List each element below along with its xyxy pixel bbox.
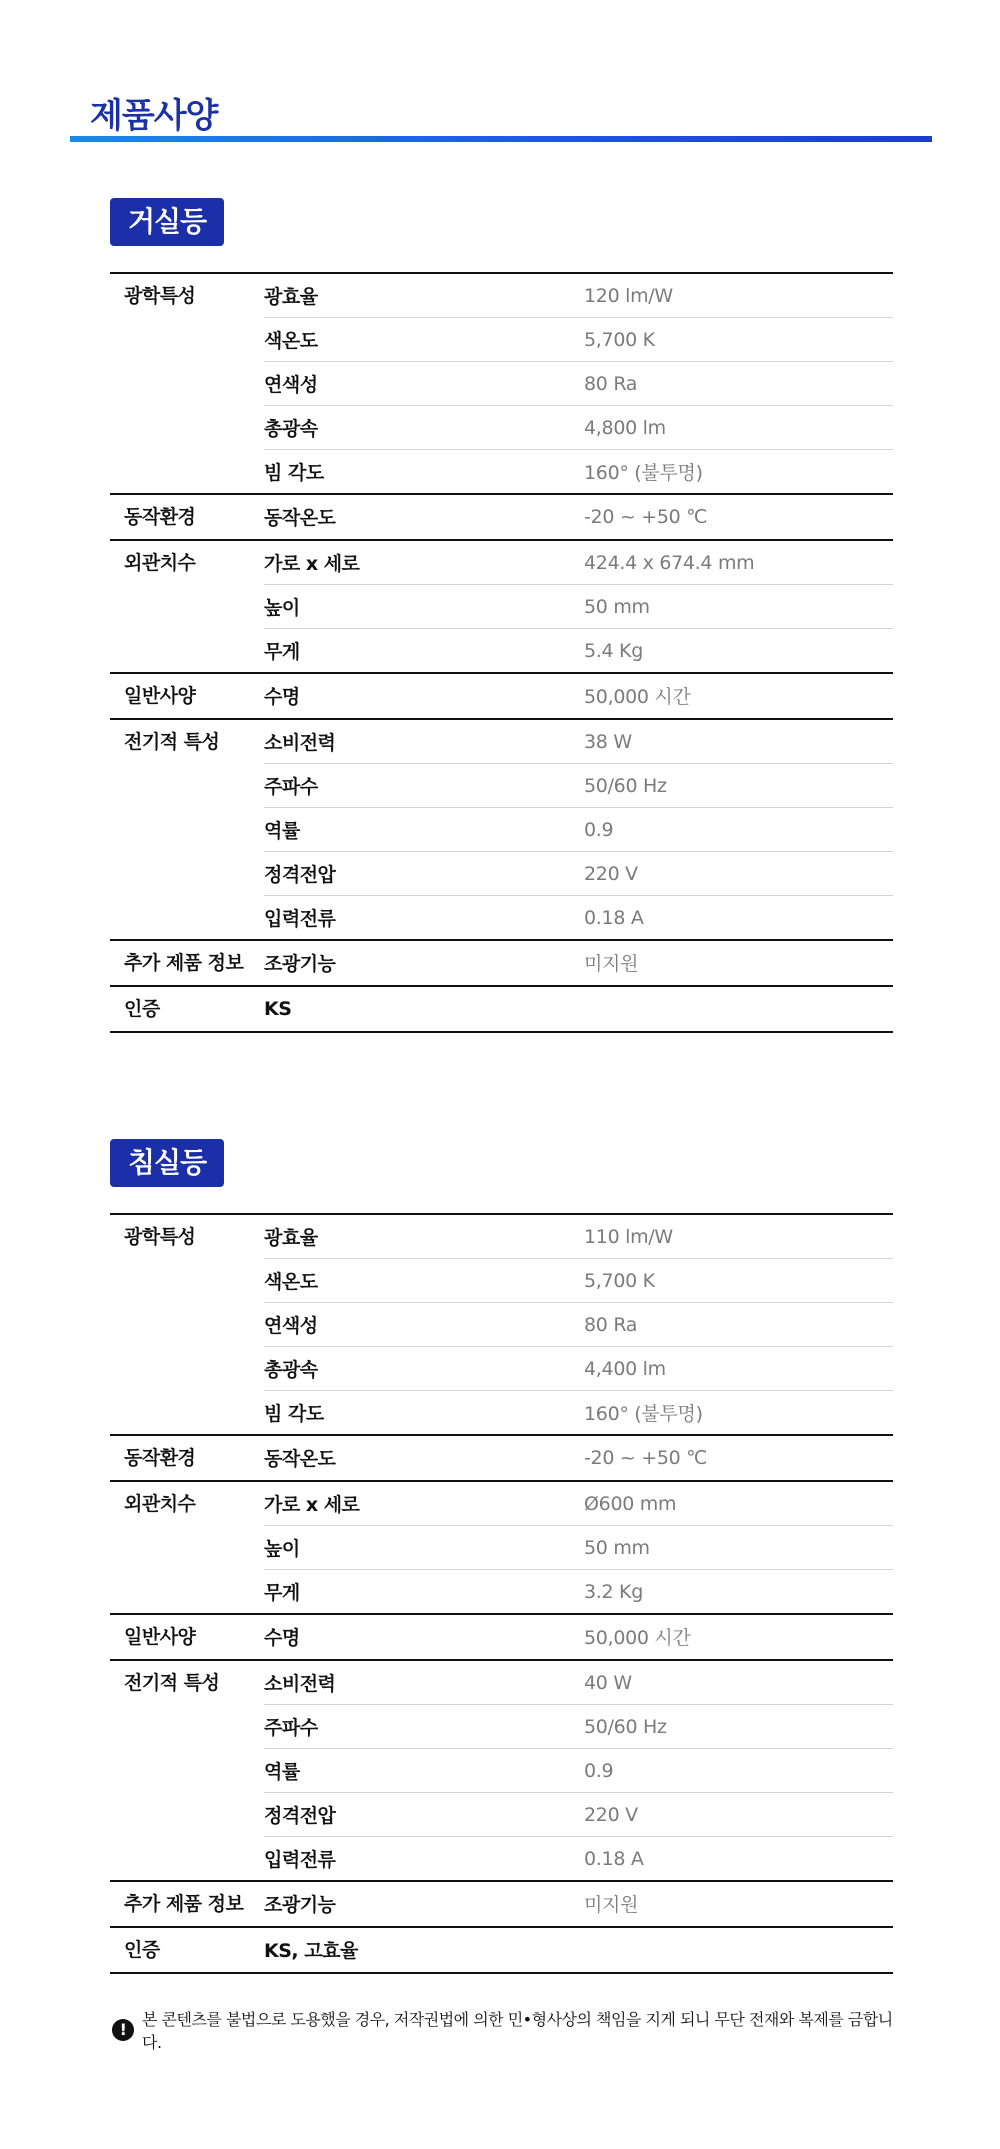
spec-key: 정격전압 [264, 1805, 336, 1827]
spec-rows [264, 274, 893, 493]
spec-group [110, 1482, 893, 1615]
section-bedroom [110, 1139, 893, 1974]
spec-rows [264, 941, 893, 985]
spec-value: Ø600 mm [584, 1492, 677, 1515]
spec-row [264, 629, 893, 672]
spec-key: 높이 [264, 1538, 300, 1560]
title-rule [70, 136, 932, 142]
spec-key: 조광기능 [264, 953, 336, 975]
spec-value: 50/60 Hz [584, 774, 667, 797]
spec-value: 38 W [584, 730, 632, 753]
spec-row [264, 1705, 893, 1749]
spec-row [264, 1526, 893, 1570]
spec-group [110, 541, 893, 674]
spec-key: KS [264, 997, 292, 1020]
spec-value: 0.9 [584, 818, 614, 841]
spec-value: -20 ~ +50 ℃ [584, 1446, 708, 1469]
spec-group-label: 동작환경 [124, 506, 196, 528]
spec-value: 0.18 A [584, 1847, 644, 1870]
spec-value: 50,000 시간 [584, 1627, 691, 1649]
spec-group [110, 674, 893, 720]
spec-value: 50 mm [584, 595, 650, 618]
spec-key: 높이 [264, 597, 300, 619]
spec-value: 160° (불투명) [584, 1403, 703, 1425]
spec-table [110, 272, 893, 1033]
spec-value: 5,700 K [584, 328, 655, 351]
section-living-room [110, 198, 893, 1033]
spec-group-label: 일반사양 [124, 1626, 196, 1648]
spec-row [264, 1436, 893, 1479]
spec-group [110, 495, 893, 541]
spec-key: 동작온도 [264, 1448, 336, 1470]
spec-value: 0.18 A [584, 906, 644, 929]
spec-key: 역률 [264, 1761, 300, 1783]
spec-value: 4,800 lm [584, 416, 666, 439]
spec-key: 연색성 [264, 1315, 318, 1337]
spec-key: 역률 [264, 820, 300, 842]
spec-key: 수명 [264, 686, 300, 708]
spec-group-label: 추가 제품 정보 [124, 952, 244, 974]
spec-group [110, 1882, 893, 1928]
section-badge: 침실등 [110, 1139, 224, 1187]
spec-key: 연색성 [264, 374, 318, 396]
spec-key: 색온도 [264, 1271, 318, 1293]
spec-table [110, 1213, 893, 1974]
spec-key: 무게 [264, 1582, 300, 1604]
spec-row [264, 941, 893, 984]
spec-group-label: 광학특성 [124, 1226, 196, 1248]
spec-key: 조광기능 [264, 1894, 336, 1916]
spec-rows [264, 1482, 893, 1613]
spec-value: 40 W [584, 1671, 632, 1694]
spec-row [264, 896, 893, 939]
spec-group-label: 외관치수 [124, 1493, 196, 1515]
spec-group-label: 광학특성 [124, 285, 196, 307]
spec-value: 50 mm [584, 1536, 650, 1559]
spec-row [264, 1259, 893, 1303]
spec-row [264, 1482, 893, 1526]
spec-row [264, 1661, 893, 1705]
spec-row [264, 764, 893, 808]
spec-key: 입력전류 [264, 908, 336, 930]
spec-value: 3.2 Kg [584, 1580, 643, 1603]
spec-key: 광효율 [264, 1227, 318, 1249]
spec-key: 광효율 [264, 286, 318, 308]
spec-key: 총광속 [264, 418, 318, 440]
spec-row [264, 1391, 893, 1434]
spec-key: 소비전력 [264, 1673, 336, 1695]
spec-value: 120 lm/W [584, 284, 673, 307]
spec-rows [264, 495, 893, 539]
spec-key: 빔 각도 [264, 462, 324, 484]
spec-row [264, 1837, 893, 1880]
spec-group-label: 외관치수 [124, 552, 196, 574]
spec-key: 동작온도 [264, 507, 336, 529]
spec-value: 5,700 K [584, 1269, 655, 1292]
spec-row [264, 274, 893, 318]
spec-row [264, 362, 893, 406]
spec-group [110, 987, 893, 1033]
spec-group [110, 1661, 893, 1882]
spec-row [264, 495, 893, 538]
spec-key: 정격전압 [264, 864, 336, 886]
spec-key: 무게 [264, 641, 300, 663]
spec-row [264, 987, 893, 1030]
spec-key: 가로 x 세로 [264, 553, 360, 575]
spec-row [264, 585, 893, 629]
spec-key: KS, 고효율 [264, 1940, 358, 1962]
spec-key: 총광속 [264, 1359, 318, 1381]
page-title: 제품사양 [90, 96, 218, 136]
spec-row [264, 541, 893, 585]
notice-text: 본 콘텐츠를 불법으로 도용했을 경우, 저작권법에 의한 민•형사상의 책임을 지게 되니 무단 전재와 복제를 금합니다. [142, 2010, 893, 2052]
spec-value: 220 V [584, 862, 638, 885]
spec-rows [264, 1215, 893, 1434]
spec-value: 80 Ra [584, 1313, 638, 1336]
spec-row [264, 318, 893, 362]
spec-value: 50,000 시간 [584, 686, 691, 708]
spec-row [264, 1928, 893, 1971]
spec-row [264, 1882, 893, 1925]
spec-row [264, 1303, 893, 1347]
spec-row [264, 1215, 893, 1259]
spec-value: 50/60 Hz [584, 1715, 667, 1738]
spec-group-label: 전기적 특성 [124, 731, 220, 753]
spec-row [264, 1793, 893, 1837]
spec-row [264, 1347, 893, 1391]
spec-row [264, 450, 893, 493]
spec-key: 주파수 [264, 1717, 318, 1739]
spec-key: 빔 각도 [264, 1403, 324, 1425]
spec-key: 소비전력 [264, 732, 336, 754]
spec-rows [264, 720, 893, 939]
exclamation-icon: ! [112, 2019, 134, 2041]
spec-rows [264, 541, 893, 672]
spec-rows [264, 1928, 893, 1972]
section-badge: 거실등 [110, 198, 224, 246]
spec-rows [264, 987, 893, 1031]
spec-rows [264, 1661, 893, 1880]
spec-row [264, 720, 893, 764]
spec-value: 0.9 [584, 1759, 614, 1782]
spec-row [264, 808, 893, 852]
spec-value: 80 Ra [584, 372, 638, 395]
spec-rows [264, 1882, 893, 1926]
copyright-notice [112, 2007, 902, 2053]
spec-value: -20 ~ +50 ℃ [584, 505, 708, 528]
spec-group-label: 인증 [124, 998, 160, 1020]
spec-key: 가로 x 세로 [264, 1494, 360, 1516]
spec-row [264, 852, 893, 896]
spec-key: 주파수 [264, 776, 318, 798]
spec-group-label: 인증 [124, 1939, 160, 1961]
spec-group [110, 274, 893, 495]
spec-group-label: 일반사양 [124, 685, 196, 707]
spec-group [110, 1615, 893, 1661]
spec-key: 입력전류 [264, 1849, 336, 1871]
spec-group-label: 동작환경 [124, 1447, 196, 1469]
spec-group [110, 941, 893, 987]
spec-row [264, 674, 893, 717]
spec-value: 110 lm/W [584, 1225, 673, 1248]
spec-value: 미지원 [584, 1894, 639, 1916]
spec-rows [264, 674, 893, 718]
spec-value: 5.4 Kg [584, 639, 643, 662]
spec-group [110, 1215, 893, 1436]
spec-group-label: 전기적 특성 [124, 1672, 220, 1694]
spec-value: 160° (불투명) [584, 462, 703, 484]
spec-row [264, 406, 893, 450]
spec-group [110, 720, 893, 941]
spec-value: 4,400 lm [584, 1357, 666, 1380]
spec-rows [264, 1436, 893, 1480]
spec-group-label: 추가 제품 정보 [124, 1893, 244, 1915]
spec-key: 수명 [264, 1627, 300, 1649]
spec-group [110, 1436, 893, 1482]
spec-rows [264, 1615, 893, 1659]
spec-value: 미지원 [584, 953, 639, 975]
spec-value: 220 V [584, 1803, 638, 1826]
spec-group [110, 1928, 893, 1974]
spec-row [264, 1749, 893, 1793]
spec-row [264, 1570, 893, 1613]
spec-row [264, 1615, 893, 1658]
spec-key: 색온도 [264, 330, 318, 352]
spec-value: 424.4 x 674.4 mm [584, 551, 755, 574]
